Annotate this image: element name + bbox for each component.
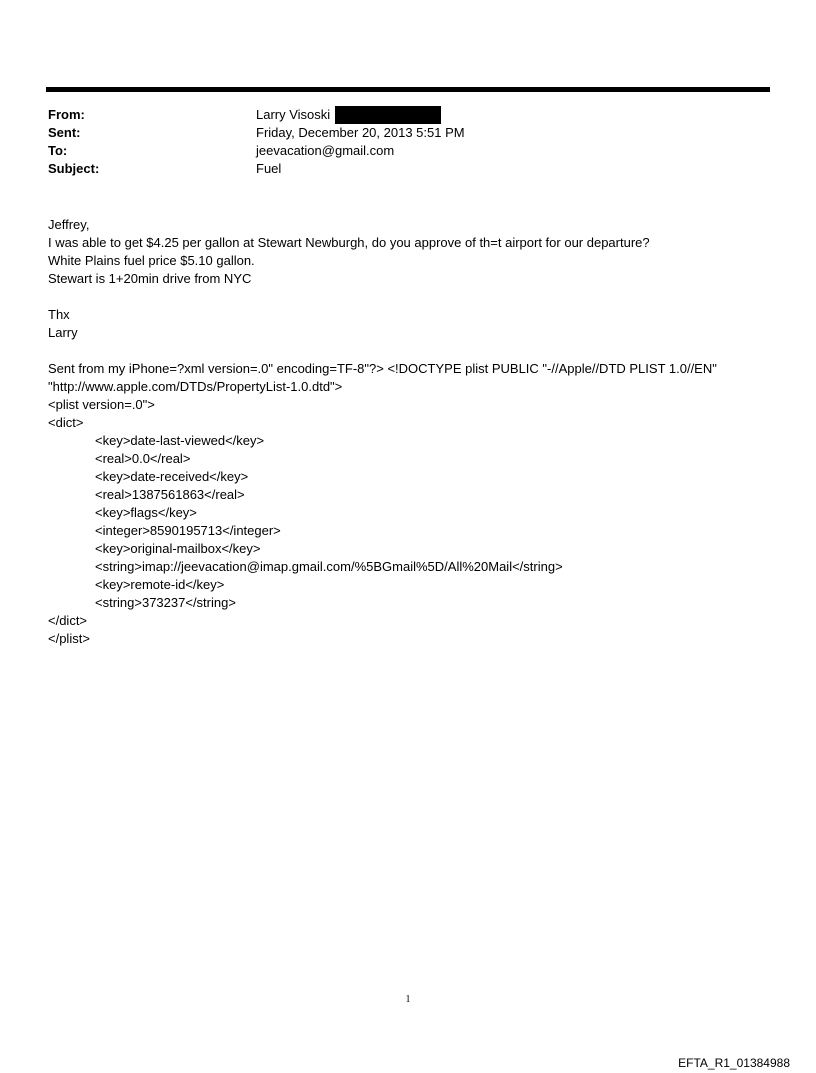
plist-line: <key>date-received</key>: [95, 469, 249, 484]
dict-close-line: </dict>: [48, 613, 88, 628]
to-value: jeevacation@gmail.com: [256, 143, 395, 158]
plist-line: <key>flags</key>: [95, 505, 197, 520]
to-row: [48, 142, 748, 160]
plist-line: <real>0.0</real>: [95, 451, 191, 466]
plist-line: <key>remote-id</key>: [95, 577, 225, 592]
subject-value: Fuel: [256, 161, 282, 176]
redaction-box: [335, 106, 441, 124]
sent-value: Friday, December 20, 2013 5:51 PM: [256, 125, 465, 140]
document-id: EFTA_R1_01384988: [678, 1056, 790, 1070]
from-value-wrap: [256, 106, 441, 124]
from-label: From:: [48, 107, 85, 122]
plist-line: <string>373237</string>: [95, 595, 236, 610]
plist-line: <key>date-last-viewed</key>: [95, 433, 265, 448]
dict-open-line: <dict>: [48, 415, 84, 430]
spacer: [48, 342, 788, 360]
sent-from-line: Sent from my iPhone=?xml version=.0" encoding=TF-8"?> <!DOCTYPE plist PUBLIC "-//Apple//DTD PLIST 1.0//EN": [48, 361, 717, 376]
plist-close-line: </plist>: [48, 631, 90, 646]
email-body: [48, 216, 788, 648]
to-label: To:: [48, 143, 68, 158]
header-divider: [46, 87, 770, 92]
signature: Larry: [48, 325, 78, 340]
page-number: 1: [405, 994, 411, 1005]
plist-open-line: <plist version=.0">: [48, 397, 155, 412]
greeting: Jeffrey,: [48, 217, 90, 232]
plist-line: <real>1387561863</real>: [95, 487, 245, 502]
body-line-1: I was able to get $4.25 per gallon at Stewart Newburgh, do you approve of th=t airport for our departure?: [48, 235, 650, 250]
body-line-3: Stewart is 1+20min drive from NYC: [48, 271, 252, 286]
dtd-url-line: "http://www.apple.com/DTDs/PropertyList-1.0.dtd">: [48, 379, 343, 394]
body-line-2: White Plains fuel price $5.10 gallon.: [48, 253, 255, 268]
subject-label: Subject:: [48, 161, 100, 176]
sent-row: [48, 124, 748, 142]
plist-line: <integer>8590195713</integer>: [95, 523, 281, 538]
subject-row: [48, 160, 748, 178]
from-value: Larry Visoski: [256, 107, 331, 122]
from-row: [48, 106, 748, 124]
sent-label: Sent:: [48, 125, 81, 140]
email-header: [48, 106, 748, 178]
spacer: [48, 288, 788, 306]
plist-line: <key>original-mailbox</key>: [95, 541, 261, 556]
thanks: Thx: [48, 307, 70, 322]
plist-line: <string>imap://jeevacation@imap.gmail.com/%5BGmail%5D/All%20Mail</string>: [95, 559, 563, 574]
